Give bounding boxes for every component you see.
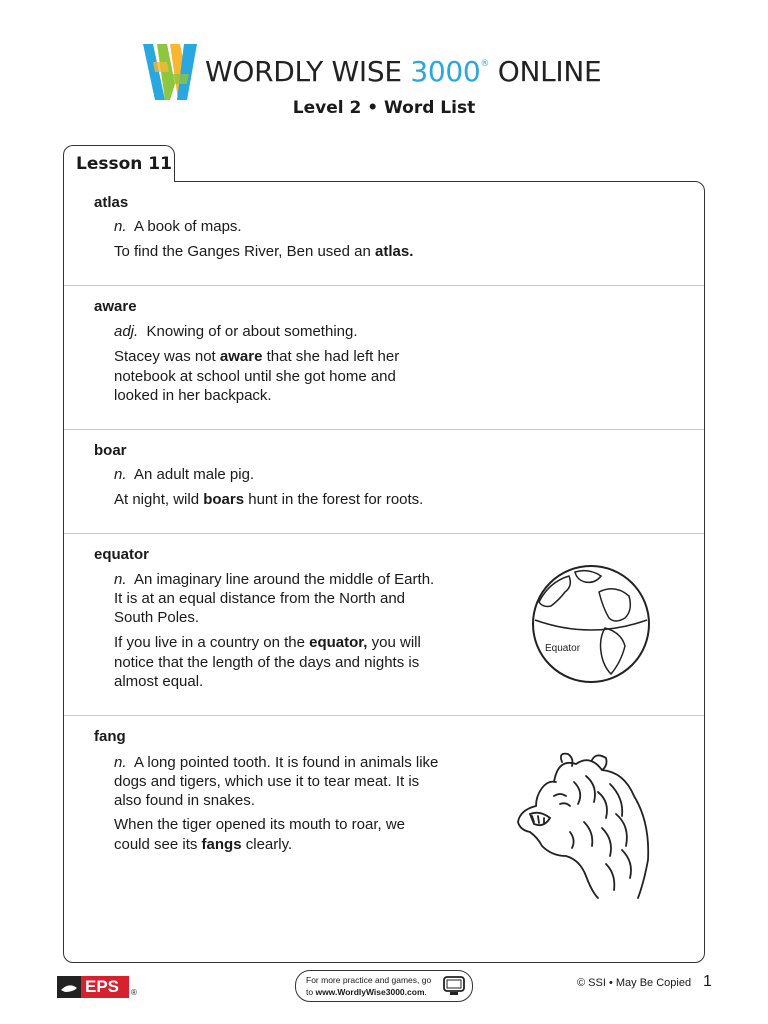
entry-word: fang <box>94 728 126 745</box>
entry-example <box>114 242 413 262</box>
entry-word: equator <box>94 546 150 563</box>
entry-word: atlas <box>94 194 129 211</box>
entry-example <box>114 490 423 510</box>
part-of-speech: n. <box>114 571 127 588</box>
page-subtitle: Level 2 • Word List <box>292 98 476 118</box>
definition-text: also found in snakes. <box>114 792 255 809</box>
example-text: could see its <box>114 835 202 853</box>
example-text: If you live in a country on the <box>114 634 310 651</box>
part-of-speech: n. <box>114 466 127 483</box>
word-entry-atlas <box>64 182 704 286</box>
lesson-tab <box>63 145 175 182</box>
example-highlight: equator, <box>309 634 368 651</box>
word-entry-fang <box>64 716 704 962</box>
copyright-notice: © SSI • May Be Copied <box>577 977 692 989</box>
entry-definition <box>114 217 242 236</box>
example-text: looked in her backpack. <box>114 387 272 404</box>
entry-definition <box>114 322 358 341</box>
brand-registered-mark: ® <box>480 59 490 69</box>
brand-text-online: ONLINE <box>489 55 602 88</box>
definition-text: An imaginary line around the middle of Earth. <box>134 571 435 588</box>
equator-label: Equator <box>545 643 581 654</box>
example-text: Stacey was not <box>114 348 220 365</box>
practice-website-box[interactable] <box>295 970 473 1002</box>
example-text: notice that the length of the days and nights is <box>114 653 420 671</box>
brand-text-wordly-wise: WORDLY WISE <box>205 55 411 88</box>
example-text: that she had left her <box>262 348 400 365</box>
tiger-icon <box>514 752 658 900</box>
brand-title <box>205 55 601 88</box>
entry-example <box>114 347 399 406</box>
part-of-speech: adj. <box>114 323 139 340</box>
practice-url-suffix: . <box>424 987 427 997</box>
word-entry-equator <box>64 534 704 716</box>
part-of-speech: n. <box>114 754 127 771</box>
practice-url-prefix: to <box>306 987 316 997</box>
word-entry-aware <box>64 286 704 430</box>
example-text: almost equal. <box>114 673 204 690</box>
practice-text: For more practice and games, go <box>306 975 432 985</box>
example-text: notebook at school until she got home and <box>114 367 396 385</box>
practice-url-line <box>306 987 427 997</box>
wordly-wise-logo-icon <box>143 44 197 100</box>
definition-text: dogs and tigers, which use it to tear meat. It is <box>114 773 420 790</box>
entry-word: boar <box>94 442 127 459</box>
definition-text: Knowing of or about something. <box>146 323 358 340</box>
example-text: hunt in the forest for roots. <box>244 491 424 508</box>
example-text: When the tiger opened its mouth to roar, we <box>114 816 405 833</box>
example-highlight: aware <box>219 348 263 365</box>
entry-word: aware <box>94 298 137 315</box>
page-number: 1 <box>703 973 712 990</box>
example-text: To find the Ganges River, Ben used an <box>114 243 375 260</box>
practice-url-link[interactable]: www.WordlyWise3000.com <box>315 987 425 997</box>
example-text: clearly. <box>241 835 293 853</box>
brand-number: 3000 <box>410 55 481 88</box>
example-text: At night, wild <box>114 491 204 508</box>
globe-icon <box>529 562 653 686</box>
definition-text: A book of maps. <box>134 218 242 235</box>
entry-definition <box>114 753 438 810</box>
example-highlight: boars <box>203 491 245 508</box>
eps-text: EPS <box>85 977 120 996</box>
example-text: you will <box>367 634 421 651</box>
lesson-tab-label: Lesson 11 <box>76 154 172 174</box>
example-highlight: atlas. <box>375 243 414 260</box>
page-header <box>0 0 768 130</box>
part-of-speech: n. <box>114 218 127 235</box>
eps-registered-mark: ® <box>131 988 137 997</box>
entry-definition <box>114 570 434 627</box>
definition-text: South Poles. <box>114 609 200 626</box>
entry-example <box>114 815 405 854</box>
entry-example <box>114 633 421 692</box>
computer-monitor-icon <box>442 976 466 996</box>
eps-publisher-logo <box>57 974 137 1000</box>
word-entry-boar <box>64 430 704 534</box>
definition-text: It is at an equal distance from the North and <box>114 590 405 607</box>
definition-text: A long pointed tooth. It is found in animals like <box>134 754 439 771</box>
word-list-panel <box>63 181 705 963</box>
example-highlight: fangs <box>201 835 242 853</box>
entry-definition <box>114 465 254 484</box>
definition-text: An adult male pig. <box>134 466 255 483</box>
